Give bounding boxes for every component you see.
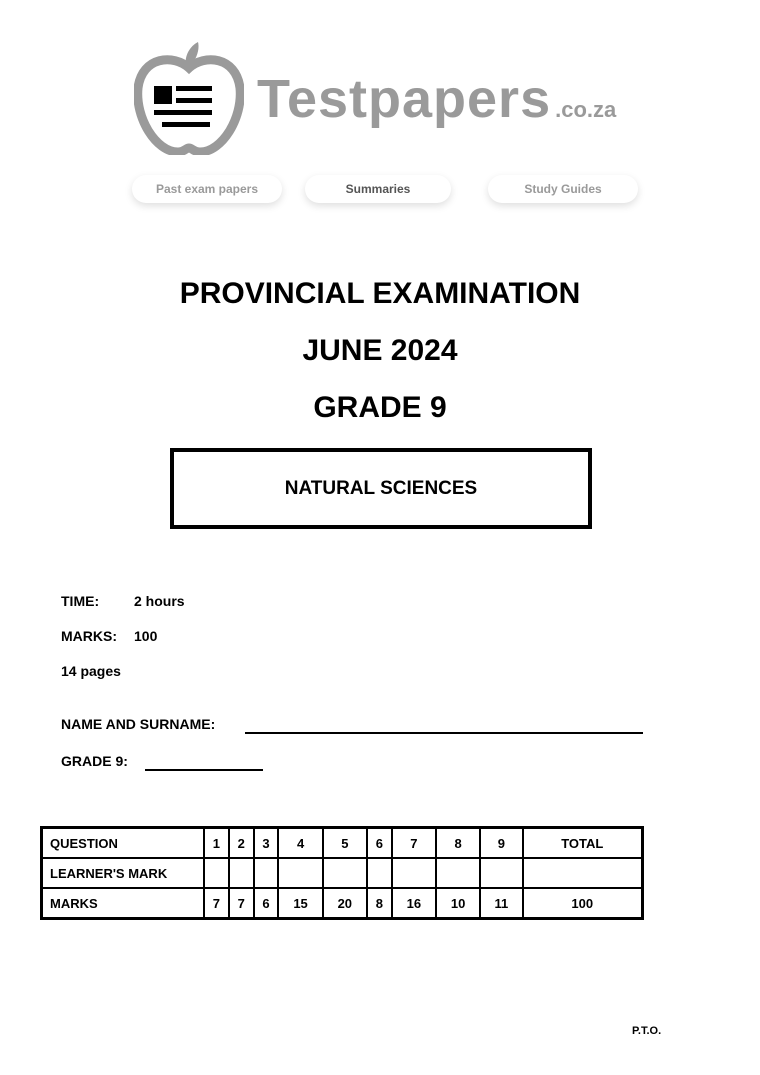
question-number: 4 <box>278 828 322 859</box>
learner-mark-cell[interactable] <box>204 858 229 888</box>
question-number: 3 <box>254 828 279 859</box>
learner-mark-row <box>42 858 643 888</box>
learner-mark-cell[interactable] <box>436 858 480 888</box>
name-label: NAME AND SURNAME: <box>61 716 216 732</box>
exam-title: PROVINCIAL EXAMINATION <box>179 277 581 310</box>
marks-cell: 7 <box>229 888 254 919</box>
learner-mark-cell[interactable] <box>229 858 254 888</box>
marks-row-label: MARKS <box>42 888 205 919</box>
time-value: 2 hours <box>134 593 185 609</box>
learner-mark-cell[interactable] <box>278 858 322 888</box>
learner-mark-row-label: LEARNER'S MARK <box>42 858 205 888</box>
question-number: 2 <box>229 828 254 859</box>
brand-name <box>257 69 617 129</box>
time-label: TIME: <box>61 593 100 609</box>
learner-mark-cell[interactable] <box>254 858 279 888</box>
marks-total: 100 <box>523 888 643 919</box>
question-number: 7 <box>392 828 436 859</box>
apple-logo-icon <box>134 40 244 155</box>
marks-cell: 11 <box>480 888 522 919</box>
grade-label: GRADE 9: <box>61 753 128 769</box>
grade-field-line[interactable] <box>145 769 263 771</box>
time-row <box>61 593 185 609</box>
question-number: 5 <box>323 828 367 859</box>
subject-box <box>170 448 592 529</box>
marks-table <box>40 826 644 920</box>
marks-row <box>61 628 158 644</box>
marks-cell: 7 <box>204 888 229 919</box>
question-number: 8 <box>436 828 480 859</box>
exam-date: JUNE 2024 <box>302 334 458 367</box>
marks-value: 100 <box>134 628 158 644</box>
question-total-header: TOTAL <box>523 828 643 859</box>
question-number: 1 <box>204 828 229 859</box>
marks-cell: 8 <box>367 888 392 919</box>
question-number: 6 <box>367 828 392 859</box>
brand-text: Testpapers <box>257 69 552 129</box>
exam-grade: GRADE 9 <box>313 391 447 424</box>
learner-mark-total[interactable] <box>523 858 643 888</box>
marks-row-table <box>42 888 643 919</box>
learner-mark-cell[interactable] <box>392 858 436 888</box>
marks-cell: 20 <box>323 888 367 919</box>
nav-past-exam-papers[interactable]: Past exam papers <box>132 175 282 203</box>
question-number: 9 <box>480 828 522 859</box>
question-row-label: QUESTION <box>42 828 205 859</box>
name-field-line[interactable] <box>245 732 643 734</box>
marks-label: MARKS: <box>61 628 117 644</box>
marks-cell: 16 <box>392 888 436 919</box>
marks-cell: 6 <box>254 888 279 919</box>
learner-mark-cell[interactable] <box>323 858 367 888</box>
marks-cell: 15 <box>278 888 322 919</box>
question-row <box>42 828 643 859</box>
nav-study-guides[interactable]: Study Guides <box>488 175 638 203</box>
learner-mark-cell[interactable] <box>480 858 522 888</box>
learner-mark-cell[interactable] <box>367 858 392 888</box>
pto-label: P.T.O. <box>632 1025 662 1037</box>
marks-cell: 10 <box>436 888 480 919</box>
brand-suffix: .co.za <box>555 97 617 122</box>
page-count: 14 pages <box>61 663 121 679</box>
nav-summaries[interactable]: Summaries <box>305 175 451 203</box>
subject-title: NATURAL SCIENCES <box>284 477 478 499</box>
